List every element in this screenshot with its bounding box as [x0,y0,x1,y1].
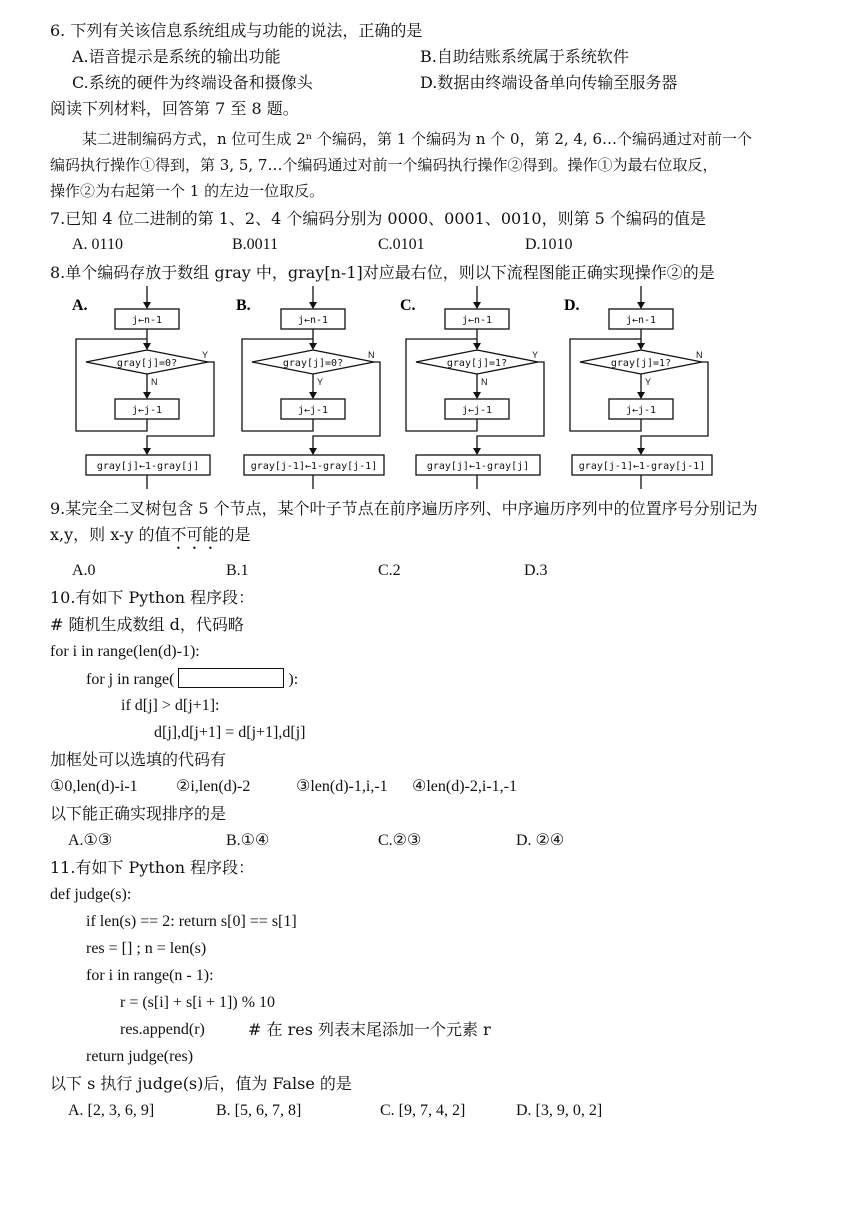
code-line: d[j],d[j+1] = d[j+1],d[j] [154,724,306,741]
code-line: return judge(res) [86,1048,194,1065]
code-comment: # 在 res 列表末尾添加一个元素 r [248,1020,491,1039]
flowchart-b [236,286,394,490]
q11-option-a: A. [2, 3, 6, 9] [68,1102,155,1119]
condition-text: gray[j]=0? [116,358,178,369]
flowchart-a [70,286,228,490]
q10-option-b: B.①④ [226,832,270,849]
flowchart-d [564,286,722,490]
reading-intro: 阅读下列材料，回答第 7 至 8 题。 [50,99,299,118]
q9-stem-text: 的是 [218,525,251,544]
flowchart-letter: D. [564,297,580,314]
condition-text: gray[j]=1? [610,358,672,369]
q10-option-d: D. ②④ [516,832,565,849]
branch-label: Y [645,377,652,387]
q10-choice-1: ①0,len(d)-i-1 [50,778,138,795]
q7-option-c: C.0101 [378,236,425,253]
code-line: if d[j] > d[j+1]: [121,697,220,714]
branch-label: N [481,377,488,387]
q11-ask: 以下 s 执行 judge(s)后，值为 False 的是 [50,1074,352,1093]
q11-option-d: D. [3, 9, 0, 2] [516,1102,603,1119]
decrement-text: j←j-1 [461,405,493,416]
code-line: if len(s) == 2: return s[0] == s[1] [86,913,297,930]
q7-option-d: D.1010 [525,236,573,253]
decrement-text: j←j-1 [625,405,657,416]
flowchart-letter: B. [236,297,251,314]
code-line [86,668,298,691]
init-text: j←n-1 [625,315,657,326]
condition-text: gray[j]=1? [446,358,508,369]
q6-option-d: D.数据由终端设备单向传输至服务器 [420,73,678,92]
q11-option-c: C. [9, 7, 4, 2] [380,1102,466,1119]
final-text: gray[j-1]←1-gray[j-1] [250,461,378,472]
code-line: res.append(r) [120,1021,205,1038]
code-comment: # 随机生成数组 d，代码略 [50,615,244,634]
code-line: r = (s[i] + s[i + 1]) % 10 [120,994,276,1011]
init-text: j←n-1 [131,315,163,326]
q6-stem: 6. 下列有关该信息系统组成与功能的说法，正确的是 [50,21,423,40]
q10-choice-3: ③len(d)-1,i,-1 [296,778,388,795]
code-line: def judge(s): [50,886,132,903]
condition-text: gray[j]=0? [282,358,344,369]
reading-line: 编码执行操作①得到，第 3, 5, 7…个编码通过对前一个编码执行操作②得到。操作①为最右位取反， [50,156,718,174]
q9-stem-line2 [50,524,251,553]
code-fragment: ): [288,671,299,688]
final-text: gray[j-1]←1-gray[j-1] [578,461,706,472]
code-line: for i in range(n - 1): [86,967,214,984]
init-text: j←n-1 [461,315,493,326]
q9-stem-text: x,y，则 x-y 的值 [50,525,171,544]
q11-stem: 11.有如下 Python 程序段： [50,858,255,877]
decrement-text: j←j-1 [131,405,163,416]
flowchart-letter: A. [72,297,88,314]
code-line: res = [] ; n = len(s) [86,940,207,957]
branch-label: Y [202,350,209,360]
q9-option-c: C.2 [378,562,401,579]
q9-emphasis: 不可能 [170,525,219,544]
q10-stem: 10.有如下 Python 程序段： [50,588,255,607]
code-fragment: for j in range( [86,671,175,688]
q6-option-a: A.语音提示是系统的输出功能 [72,47,281,66]
branch-label: Y [532,350,539,360]
final-text: gray[j]←1-gray[j] [96,461,200,472]
q6-option-c: C.系统的硬件为终端设备和摄像头 [72,73,313,92]
branch-label: Y [317,377,324,387]
q10-choice-2: ②i,len(d)-2 [176,778,251,795]
init-text: j←n-1 [297,315,329,326]
q11-option-b: B. [5, 6, 7, 8] [216,1102,302,1119]
q9-option-b: B.1 [226,562,249,579]
code-line: for i in range(len(d)-1): [50,643,200,660]
q7-option-b: B.0011 [232,236,279,253]
q6-option-b: B.自助结账系统属于系统软件 [420,47,629,66]
final-text: gray[j]←1-gray[j] [426,461,530,472]
q7-option-a: A. 0110 [72,236,123,253]
reading-line: 某二进制编码方式，n 位可生成 2ⁿ 个编码，第 1 个编码为 n 个 0，第 2, 4, 6…个编码通过对前一个 [82,130,753,148]
flowchart-letter: C. [400,297,416,314]
q10-ask: 以下能正确实现排序的是 [50,804,227,823]
q10-choice-4: ④len(d)-2,i-1,-1 [412,778,517,795]
q10-fill-prompt: 加框处可以选填的代码有 [50,750,227,769]
flowchart-c [400,286,558,490]
branch-label: N [696,350,703,360]
q9-option-d: D.3 [524,562,548,579]
q10-option-c: C.②③ [378,832,422,849]
q10-option-a: A.①③ [68,832,113,849]
q9-stem-line1: 9.某完全二叉树包含 5 个节点，某个叶子节点在前序遍历序列、中序遍历序列中的位置序号分别记为 [50,499,758,518]
decrement-text: j←j-1 [297,405,329,416]
q8-stem: 8.单个编码存放于数组 gray 中，gray[n-1]对应最右位，则以下流程图能正确实现操作②的是 [50,263,715,282]
branch-label: N [368,350,375,360]
reading-line: 操作②为右起第一个 1 的左边一位取反。 [50,182,325,200]
fill-in-blank-box [178,668,284,688]
branch-label: N [151,377,158,387]
q9-option-a: A.0 [72,562,96,579]
q7-stem: 7.已知 4 位二进制的第 1、2、4 个编码分别为 0000、0001、0010，则第 5 个编码的值是 [50,209,706,228]
